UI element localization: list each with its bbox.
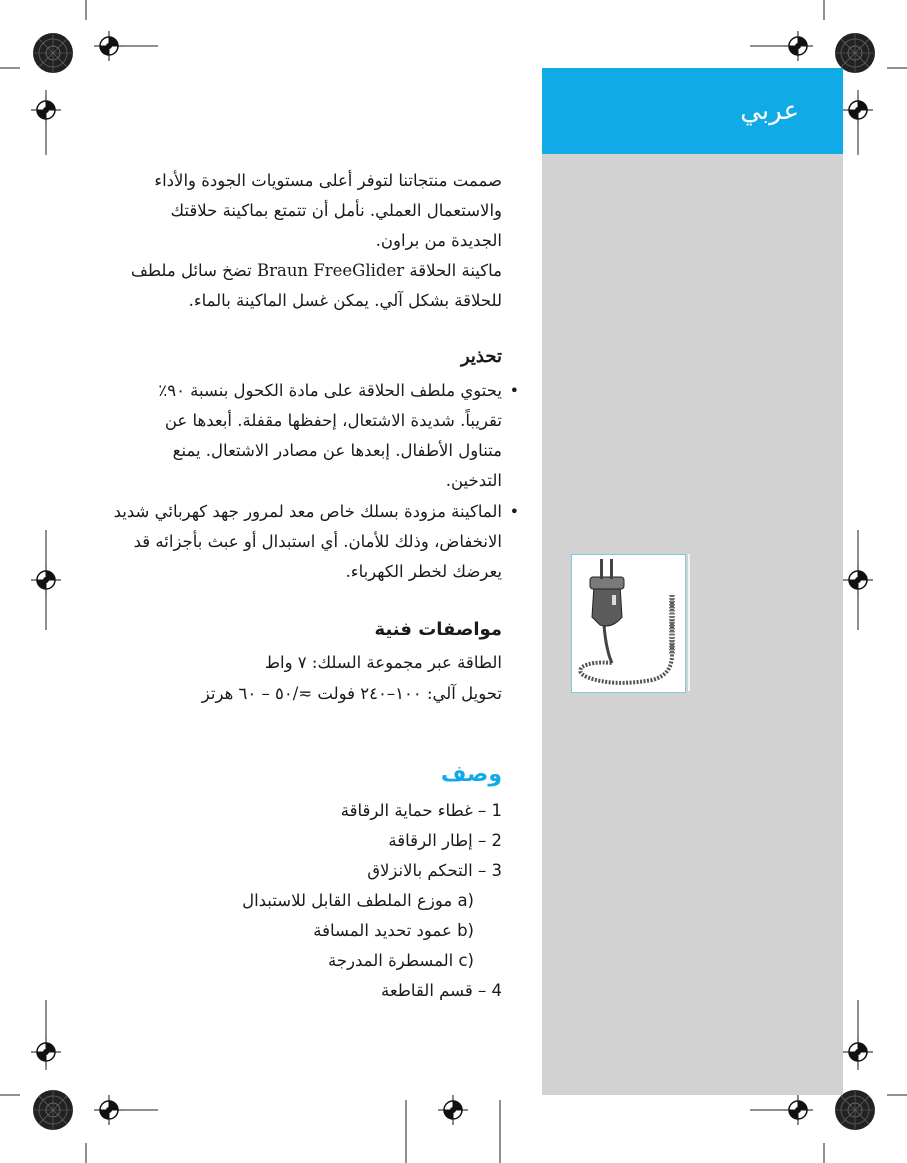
item-number: b) xyxy=(457,921,474,940)
figure-divider xyxy=(688,554,690,691)
item-separator: – xyxy=(478,981,487,1000)
item-separator: – xyxy=(478,831,487,850)
description-item xyxy=(112,796,502,826)
item-number: 4 xyxy=(491,981,502,1000)
power-cord-illustration xyxy=(571,554,686,693)
item-text: إطار الرقاقة xyxy=(388,831,473,850)
description-item xyxy=(112,976,502,1006)
description-subitem xyxy=(112,916,474,946)
language-tab xyxy=(542,68,843,154)
description-item xyxy=(112,826,502,856)
intro-line: صممت منتجاتنا لتوفر أعلى مستويات الجودة والأداء xyxy=(154,171,502,190)
description-subitem xyxy=(112,946,474,976)
warning-line: الانخفاض، وذلك للأمان. أي استبدال أو عبث بأجزائه قد xyxy=(133,532,502,551)
item-number: 2 xyxy=(491,831,502,850)
language-tab-label: عربي xyxy=(740,96,799,126)
intro-line: ماكينة الحلاقة Braun FreeGlider تضخ سائل ملطف xyxy=(130,261,502,280)
item-number: 1 xyxy=(491,801,502,820)
warning-item xyxy=(112,497,519,587)
item-text: المسطرة المدرجة xyxy=(328,951,454,970)
description-list xyxy=(112,796,502,1006)
intro-line: والاستعمال العملي. نأمل أن تتمتع بماكينة حلاقتك xyxy=(170,201,502,220)
warning-line: التدخين. xyxy=(445,471,502,490)
plug-cord-icon xyxy=(572,555,685,692)
item-number: 3 xyxy=(491,861,502,880)
warning-line: يحتوي ملطف الحلاقة على مادة الكحول بنسبة ٩٠٪ xyxy=(158,381,502,400)
item-number: c) xyxy=(458,951,474,970)
item-separator: – xyxy=(478,861,487,880)
item-text: غطاء حماية الرقاقة xyxy=(340,801,473,820)
spec-line: الطاقة عبر مجموعة السلك: ٧ واط xyxy=(264,653,502,672)
warning-line: متناول الأطفال. إبعدها عن مصادر الاشتعال. يمنع xyxy=(172,441,502,460)
item-text: التحكم بالانزلاق xyxy=(367,861,473,880)
specs-body xyxy=(112,647,502,709)
bullet-icon: • xyxy=(509,502,519,521)
item-separator: – xyxy=(478,801,487,820)
description-item xyxy=(112,856,502,886)
intro-line: الجديدة من براون. xyxy=(375,231,502,250)
warning-item xyxy=(112,376,519,496)
intro-paragraph xyxy=(112,166,502,316)
item-text: موزع الملطف القابل للاستبدال xyxy=(242,891,453,910)
warning-line: يعرضك لخطر الكهرباء. xyxy=(345,562,502,581)
specs-heading: مواصفات فنية xyxy=(374,619,502,640)
spec-line: تحويل آلي: ١٠٠–٢٤٠ فولت ≂/٥٠ – ٦٠ هرتز xyxy=(201,684,502,703)
bullet-icon: • xyxy=(509,381,519,400)
warning-list xyxy=(112,376,519,587)
item-text: قسم القاطعة xyxy=(380,981,473,1000)
item-text: عمود تحديد المسافة xyxy=(313,921,452,940)
description-subitem xyxy=(112,886,474,916)
item-number: a) xyxy=(457,891,474,910)
warning-heading: تحذير xyxy=(460,346,502,367)
warning-line: تقريباً. شديدة الاشتعال، إحفظها مقفلة. أبعدها عن xyxy=(164,411,502,430)
description-heading: وصف xyxy=(440,762,502,787)
intro-line: للحلاقة بشكل آلي. يمكن غسل الماكينة بالماء. xyxy=(188,291,502,310)
warning-line: الماكينة مزودة بسلك خاص معد لمرور جهد كهربائي شديد xyxy=(113,502,502,521)
